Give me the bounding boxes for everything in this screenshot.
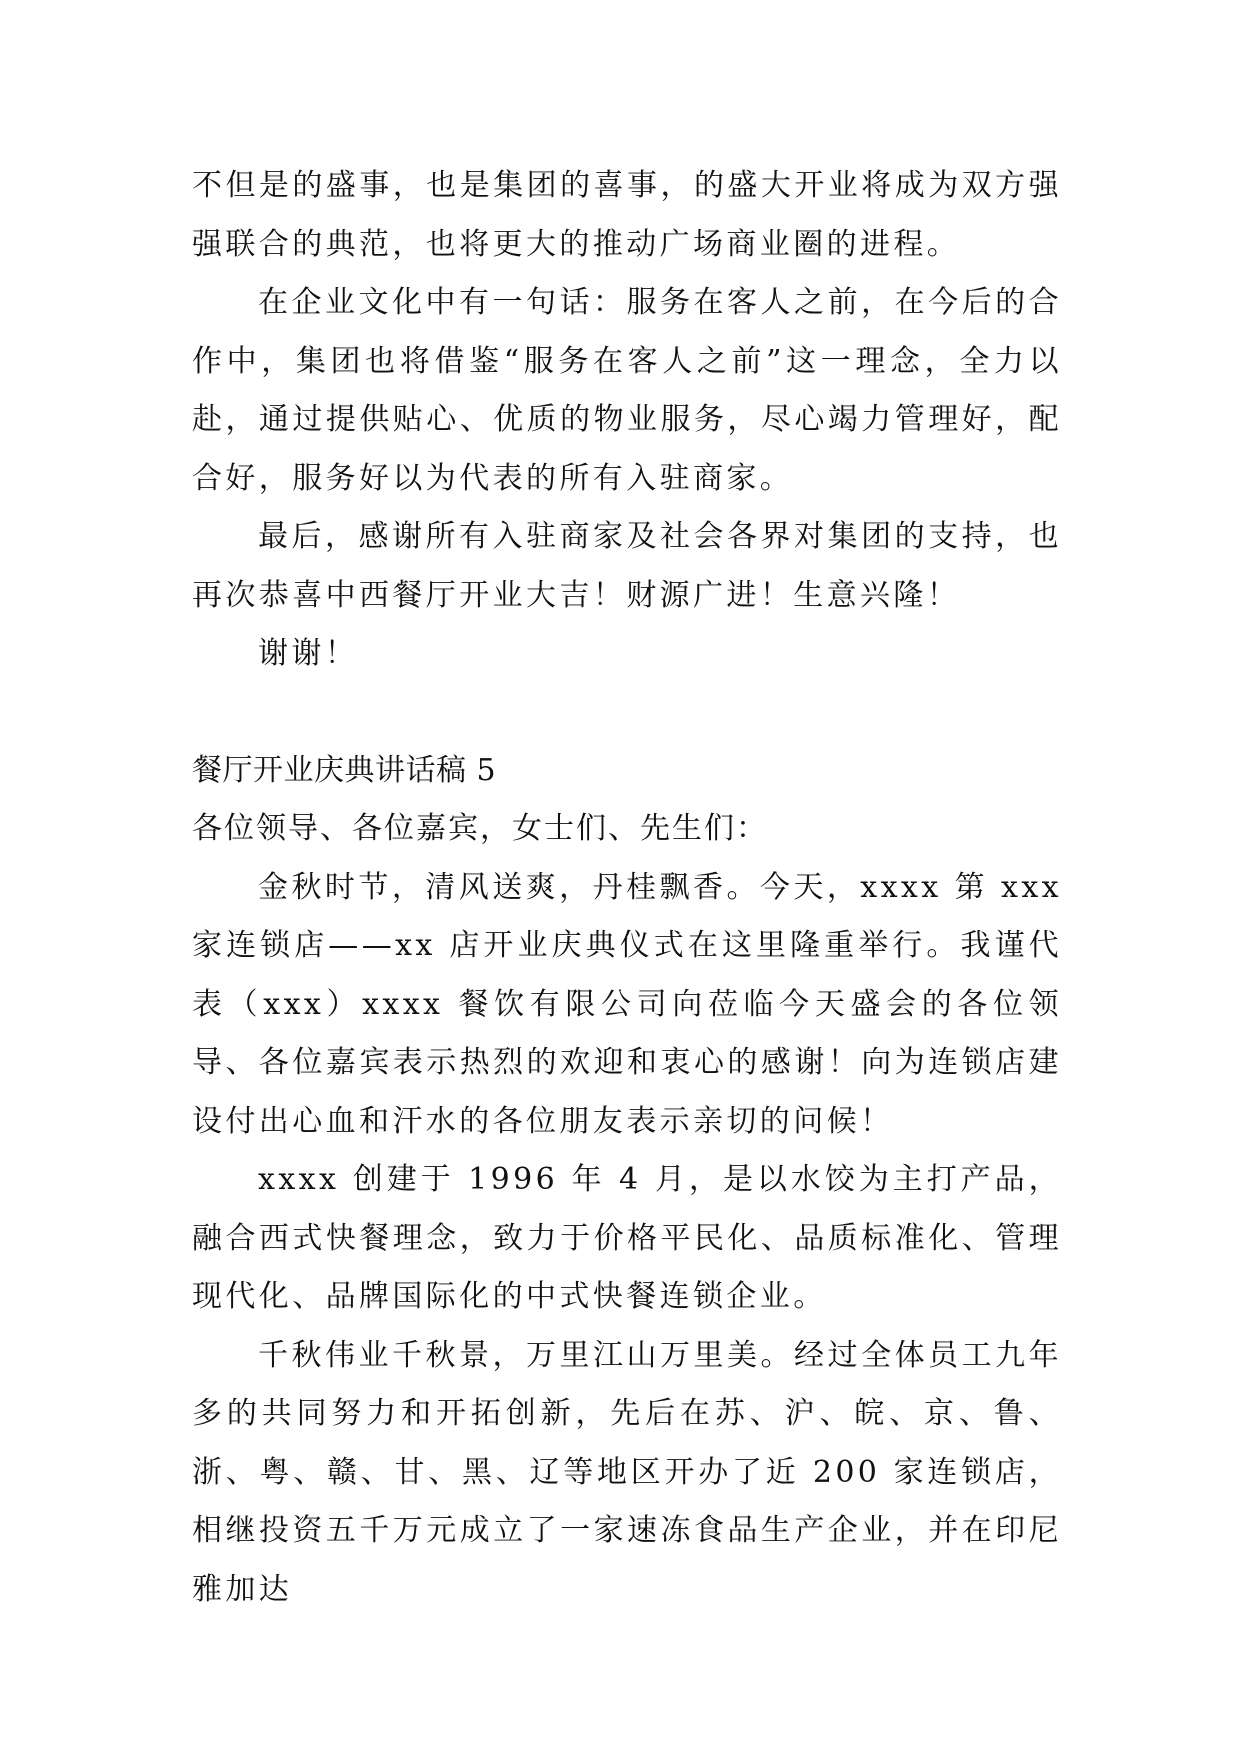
- document-body: [192, 157, 1062, 1619]
- paragraph-continuation: 不但是的盛事，也是集团的喜事，的盛大开业将成为双方强强联合的典范，也将更大的推动广场商业圈的进程。: [192, 168, 1062, 262]
- salutation: 各位领导、各位嘉宾，女士们、先生们：: [192, 811, 768, 846]
- paragraph-closing: 谢谢！: [258, 636, 359, 671]
- paragraph-thanks: 最后，感谢所有入驻商家及社会各界对集团的支持，也再次恭喜中西餐厅开业大吉！财源广进！生意兴隆！: [192, 519, 1062, 613]
- section-gap: [192, 684, 1062, 742]
- paragraph-opening: 金秋时节，清风送爽，丹桂飘香。今天，xxxx 第 xxx 家连锁店——xx 店开业庆典仪式在这里隆重举行。我谨代表（xxx）xxxx 餐饮有限公司向莅临今天盛会的各位领导、各位嘉宾表示热烈的欢迎和衷心的感谢！向为连锁店建设付出心血和汗水的各位朋友表示亲切的问候！: [192, 869, 1062, 1139]
- section-title: 餐厅开业庆典讲话稿 5: [192, 752, 497, 788]
- paragraph-company-intro: xxxx 创建于 1996 年 4 月，是以水饺为主打产品，融合西式快餐理念，致力于价格平民化、品质标准化、管理现代化、品牌国际化的中式快餐连锁企业。: [192, 1162, 1062, 1314]
- paragraph-corporate-culture: 在企业文化中有一句话：服务在客人之前，在今后的合作中，集团也将借鉴“服务在客人之前”这一理念，全力以赴，通过提供贴心、优质的物业服务，尽心竭力管理好，配合好，服务好以为代表的所有入驻商家。: [192, 285, 1062, 496]
- paragraph-achievements: 千秋伟业千秋景，万里江山万里美。经过全体员工九年多的共同努力和开拓创新，先后在苏、沪、皖、京、鲁、浙、粤、赣、甘、黑、辽等地区开办了近 200 家连锁店，相继投资五千万元成立了一家速冻食品生产企业，并在印尼雅加达: [192, 1337, 1062, 1607]
